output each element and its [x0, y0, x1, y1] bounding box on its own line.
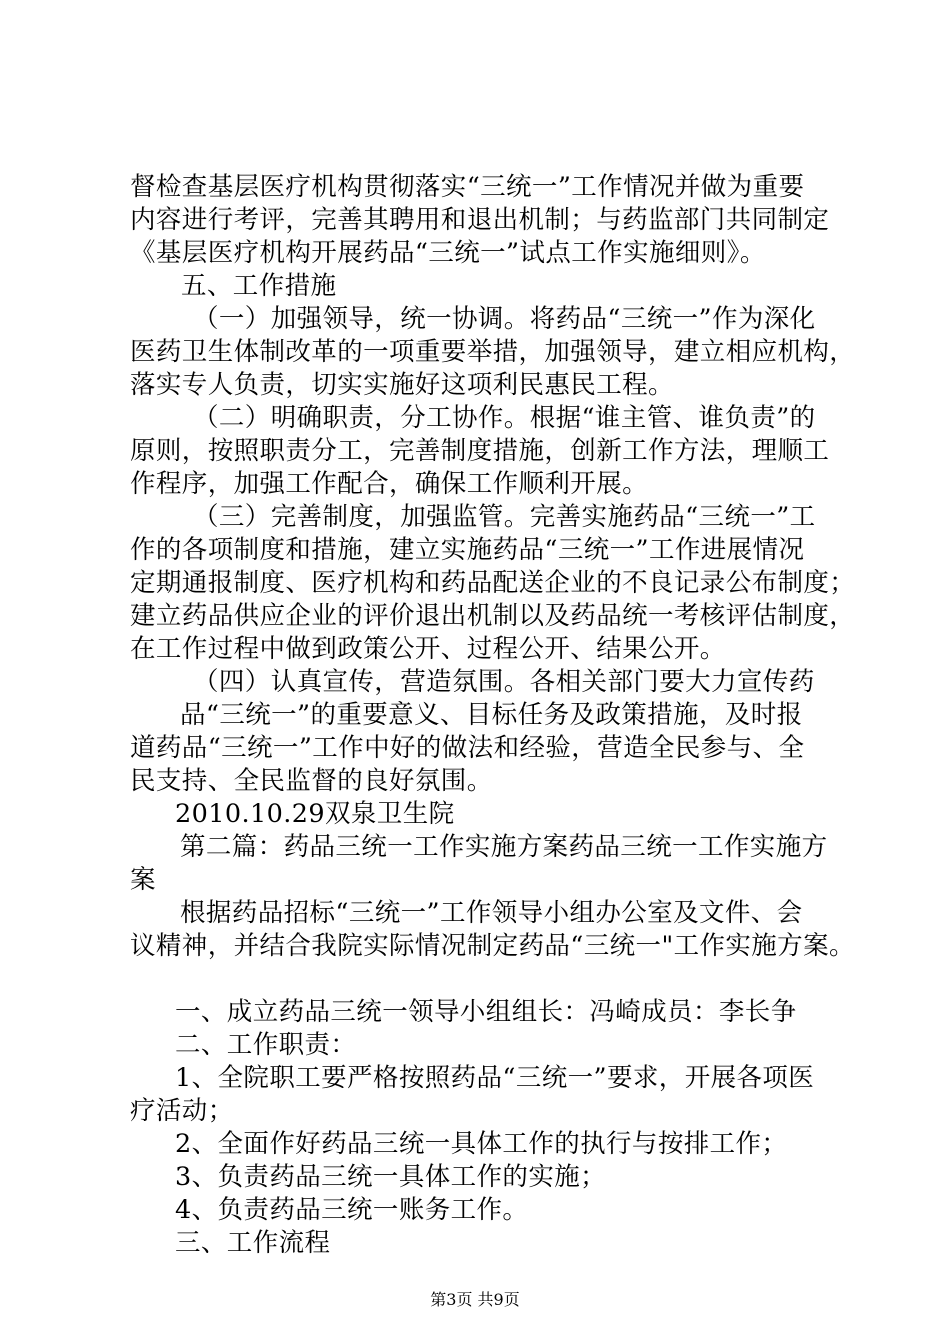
text-line: 疗活动；: [130, 1096, 234, 1126]
chapter-heading-continued: 案: [130, 865, 156, 895]
text-line: （三）完善制度，加强监管。完善实施药品“三统一”工: [193, 502, 816, 532]
text-line: 督检查基层医疗机构贯彻落实“三统一”工作情况并做为重要: [130, 172, 805, 202]
text-line: 原则，按照职责分工，完善制度措施，创新工作方法，理顺工: [130, 436, 830, 466]
text-line: 道药品“三统一”工作中好的做法和经验，营造全民参与、全: [130, 733, 805, 763]
text-line: 医药卫生体制改革的一项重要举措，加强领导，建立相应机构，: [130, 337, 856, 367]
section-heading: 五、工作措施: [181, 271, 337, 301]
text-line: 建立药品供应企业的评价退出机制以及药品统一考核评估制度，: [130, 601, 856, 631]
page-footer: 第3页 共9页: [430, 1290, 520, 1309]
text-line: 定期通报制度、医疗机构和药品配送企业的不良记录公布制度；: [130, 568, 856, 598]
text-line: 4、负责药品三统一账务工作。: [175, 1195, 529, 1225]
text-line: 《基层医疗机构开展药品“三统一”试点工作实施细则》。: [130, 238, 766, 268]
text-line: 根据药品招标“三统一”工作领导小组办公室及文件、会: [180, 898, 803, 928]
text-line: 2、全面作好药品三统一具体工作的执行与按排工作；: [175, 1129, 788, 1159]
text-line: 在工作过程中做到政策公开、过程公开、结果公开。: [130, 634, 726, 664]
text-line: 品“三统一”的重要意义、目标任务及政策措施，及时报: [180, 700, 803, 730]
text-line: 民支持、全民监督的良好氛围。: [130, 766, 493, 796]
section-heading: 三、工作流程: [175, 1228, 331, 1258]
text-line: 一、成立药品三统一领导小组组长：冯崎成员：李长争: [175, 997, 797, 1027]
text-line: （一）加强领导，统一协调。将药品“三统一”作为深化: [193, 304, 816, 334]
text-line: 1、全院职工要严格按照药品“三统一”要求，开展各项医: [175, 1063, 815, 1093]
text-line: （四）认真宣传，营造氛围。各相关部门要大力宣传药: [193, 667, 815, 697]
text-line: 内容进行考评，完善其聘用和退出机制；与药监部门共同制定: [130, 205, 830, 235]
date-signature: 2010.10.29双泉卫生院: [175, 799, 455, 829]
text-line: 议精神，并结合我院实际情况制定药品“三统一"工作实施方案。: [130, 931, 855, 961]
chapter-heading: 第二篇：药品三统一工作实施方案药品三统一工作实施方: [180, 832, 828, 862]
text-line: （二）明确职责，分工协作。根据“谁主管、谁负责”的: [193, 403, 816, 433]
section-heading: 二、工作职责：: [175, 1030, 357, 1060]
text-line: 落实专人负责，切实实施好这项利民惠民工程。: [130, 370, 674, 400]
text-line: 3、负责药品三统一具体工作的实施；: [175, 1162, 607, 1192]
text-line: 作的各项制度和措施，建立实施药品“三统一”工作进展情况: [130, 535, 805, 565]
text-line: 作程序，加强工作配合，确保工作顺利开展。: [130, 469, 649, 499]
